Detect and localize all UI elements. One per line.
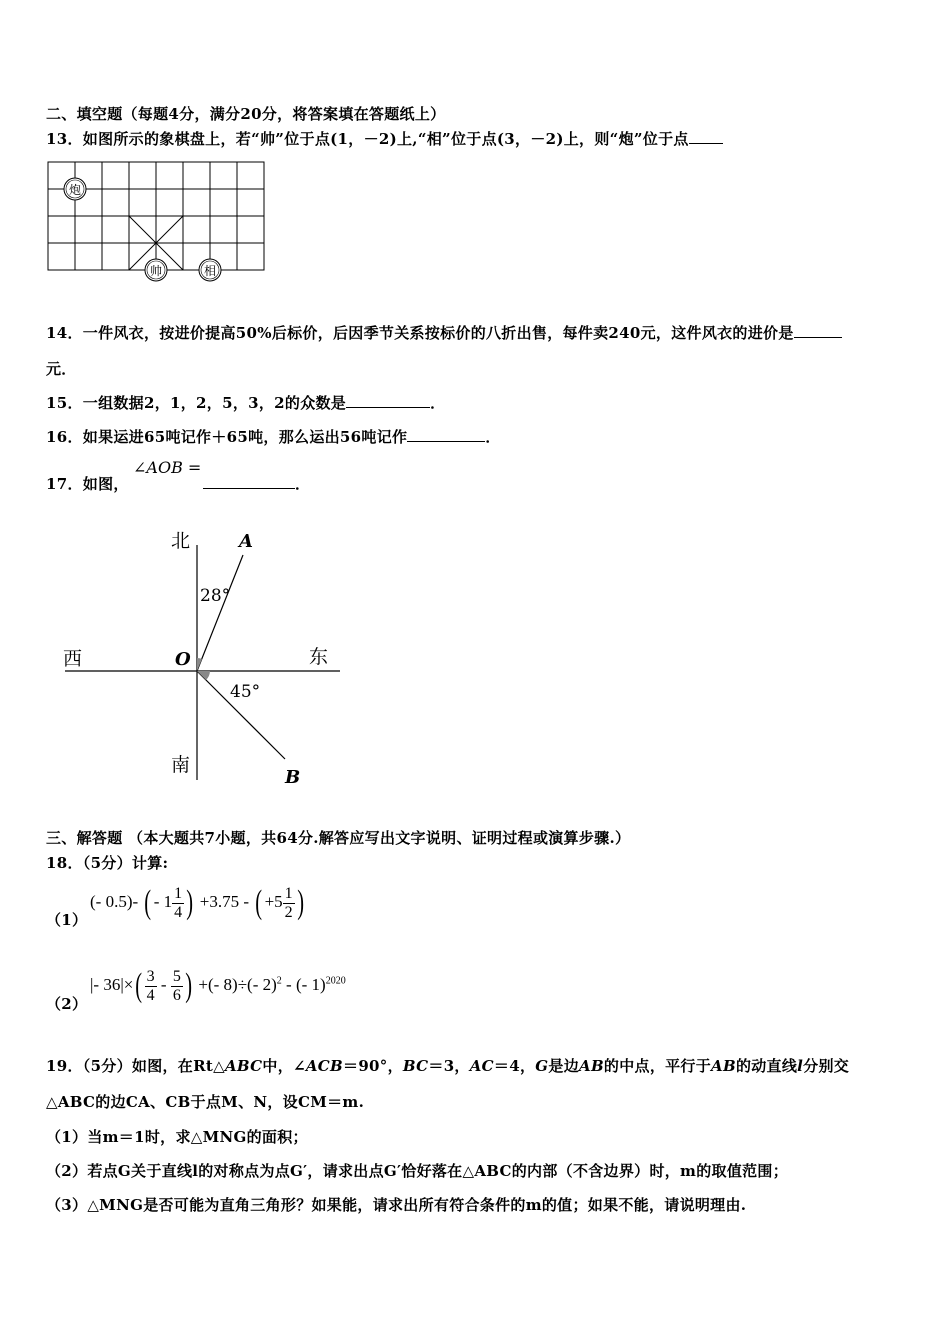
frac-den: 6 xyxy=(172,986,181,1004)
angle-aob-label: ∠AOB = xyxy=(133,458,202,477)
question-14 xyxy=(46,322,842,343)
question-16 xyxy=(46,426,501,447)
section-3-heading: 三、解答题 （本大题共7小题，共64分.解答应写出文字说明、证明过程或演算步骤.） xyxy=(46,829,631,847)
shuai-piece xyxy=(145,259,167,281)
formula-1 xyxy=(90,885,306,921)
right-paren-3: ) xyxy=(185,967,192,1005)
section-2-heading: 二、填空题（每题4分，满分20分，将答案填在答题纸上） xyxy=(46,105,446,123)
formula-2-rest: +(- 8)÷(- 2) xyxy=(198,975,277,994)
point-b-label: B xyxy=(285,767,301,788)
q19-text: 分别交 xyxy=(803,1057,850,1075)
angle-28-marker xyxy=(197,658,202,671)
formula-1-b-whole: - 1 xyxy=(153,892,173,911)
fraction-one-half xyxy=(283,885,295,921)
q19-text: 中，∠ xyxy=(262,1057,306,1075)
formula-2 xyxy=(90,968,346,1004)
pao-label: 炮 xyxy=(68,183,82,197)
q19-text: 的动直线 xyxy=(735,1057,798,1075)
q19-math: l xyxy=(797,1057,804,1075)
q19-math: AB xyxy=(579,1057,604,1075)
answer-blank-15 xyxy=(346,393,430,408)
q19-math: ACB xyxy=(305,1057,344,1075)
question-16-end: ． xyxy=(485,428,501,446)
question-13-text: 13．如图所示的象棋盘上，若“帅”位于点(1，－2)上,“相”位于点(3，－2)上，则“炮”位于点 xyxy=(46,130,689,148)
question-16-text: 16．如果运进65吨记作＋65吨，那么运出56吨记作 xyxy=(46,428,408,446)
q19-text: ＝90°， xyxy=(343,1057,403,1075)
fraction-one-quarter xyxy=(172,885,184,921)
question-17 xyxy=(46,473,129,494)
question-15 xyxy=(46,392,445,413)
q19-math: AC xyxy=(469,1057,494,1075)
q19-math: BC xyxy=(402,1057,429,1075)
xiang-piece xyxy=(199,259,221,281)
formula-2-minus: - xyxy=(160,975,167,994)
question-19-sub-2: （2）若点G关于直线l的对称点为点G′，请求出点G′恰好落在△ABC的内部（不含边界）时，m的取值范围； xyxy=(46,1162,789,1180)
answer-blank-14 xyxy=(794,323,842,338)
question-18-part1-label: （1） xyxy=(46,911,88,929)
frac-den: 4 xyxy=(174,903,183,921)
chess-board-figure xyxy=(44,160,274,286)
frac-num: 3 xyxy=(146,968,155,985)
left-paren-1: ( xyxy=(144,884,152,922)
ray-oa xyxy=(197,555,243,671)
question-18-title: 18．（5分）计算: xyxy=(46,854,169,872)
fraction-five-sixths xyxy=(171,968,183,1004)
right-paren-1: ) xyxy=(186,884,194,922)
point-o-label: O xyxy=(175,649,191,670)
question-19-sub-1: （1）当m＝1时，求△MNG的面积； xyxy=(46,1128,308,1146)
question-14-tail: 元． xyxy=(46,360,77,378)
east-label: 东 xyxy=(309,646,329,668)
xiang-label: 相 xyxy=(203,264,217,278)
question-19-sub-3: （3）△MNG是否可能为直角三角形？如果能，请求出所有符合条件的m的值；如果不能，请说明理由. xyxy=(46,1196,747,1214)
frac-den: 2 xyxy=(284,903,293,921)
question-19-line-2: △ABC的边CA、CB于点M、N，设CM＝m. xyxy=(46,1093,365,1111)
answer-blank-13 xyxy=(689,129,723,144)
frac-num: 1 xyxy=(284,885,293,902)
formula-1-term-c: +3.75 - xyxy=(199,892,249,911)
left-paren-2: ( xyxy=(255,884,263,922)
q19-text: ＝3， xyxy=(428,1057,470,1075)
frac-num: 5 xyxy=(172,968,181,985)
q19-text: 是边 xyxy=(548,1057,579,1075)
question-17-text: 17．如图， xyxy=(46,475,129,493)
west-label: 西 xyxy=(63,648,83,670)
q19-text: 19．（5分）如图，在Rt△ xyxy=(46,1057,225,1075)
shuai-label: 帅 xyxy=(149,264,163,278)
question-17-blank-wrap xyxy=(203,473,310,494)
left-paren-3: ( xyxy=(135,967,143,1005)
q19-text: 的中点，平行于 xyxy=(603,1057,712,1075)
pao-piece xyxy=(64,178,86,200)
formula-1-term-a: (- 0.5)- xyxy=(90,892,139,911)
question-17-end: ． xyxy=(295,475,311,493)
north-label: 北 xyxy=(171,530,191,552)
formula-1-d-whole: +5 xyxy=(264,892,283,911)
answer-blank-17 xyxy=(203,474,295,489)
formula-2-tail: - (- 1) xyxy=(281,975,326,994)
q19-math: ABC xyxy=(224,1057,263,1075)
point-a-label: A xyxy=(239,531,253,552)
q19-text: ＝4， xyxy=(493,1057,536,1075)
question-13 xyxy=(46,128,723,149)
formula-2-exponent-2020: 2020 xyxy=(325,975,346,987)
frac-den: 4 xyxy=(146,986,155,1004)
question-19-line-1 xyxy=(46,1055,849,1076)
south-label: 南 xyxy=(171,754,191,776)
angle-45-marker xyxy=(197,671,210,680)
angle-28-label: 28° xyxy=(200,586,231,606)
question-15-end: ． xyxy=(430,394,446,412)
formula-2-exponent-2: 2 xyxy=(276,975,282,987)
angle-45-label: 45° xyxy=(230,682,261,702)
question-14-text: 14．一件风衣，按进价提高50%后标价，后因季节关系按标价的八折出售，每件卖240元，这件风衣的进价是 xyxy=(46,324,794,342)
right-paren-2: ) xyxy=(296,884,304,922)
fraction-three-quarters xyxy=(145,968,157,1004)
question-15-text: 15．一组数据2，1，2，5，3，2的众数是 xyxy=(46,394,347,412)
compass-angle-figure xyxy=(55,525,355,790)
frac-num: 1 xyxy=(174,885,183,902)
q19-math: G xyxy=(535,1057,549,1075)
q19-math: AB xyxy=(711,1057,736,1075)
question-18-part2-label: （2） xyxy=(46,995,88,1013)
answer-blank-16 xyxy=(407,427,485,442)
formula-2-abs: |- 36|× xyxy=(90,975,134,994)
